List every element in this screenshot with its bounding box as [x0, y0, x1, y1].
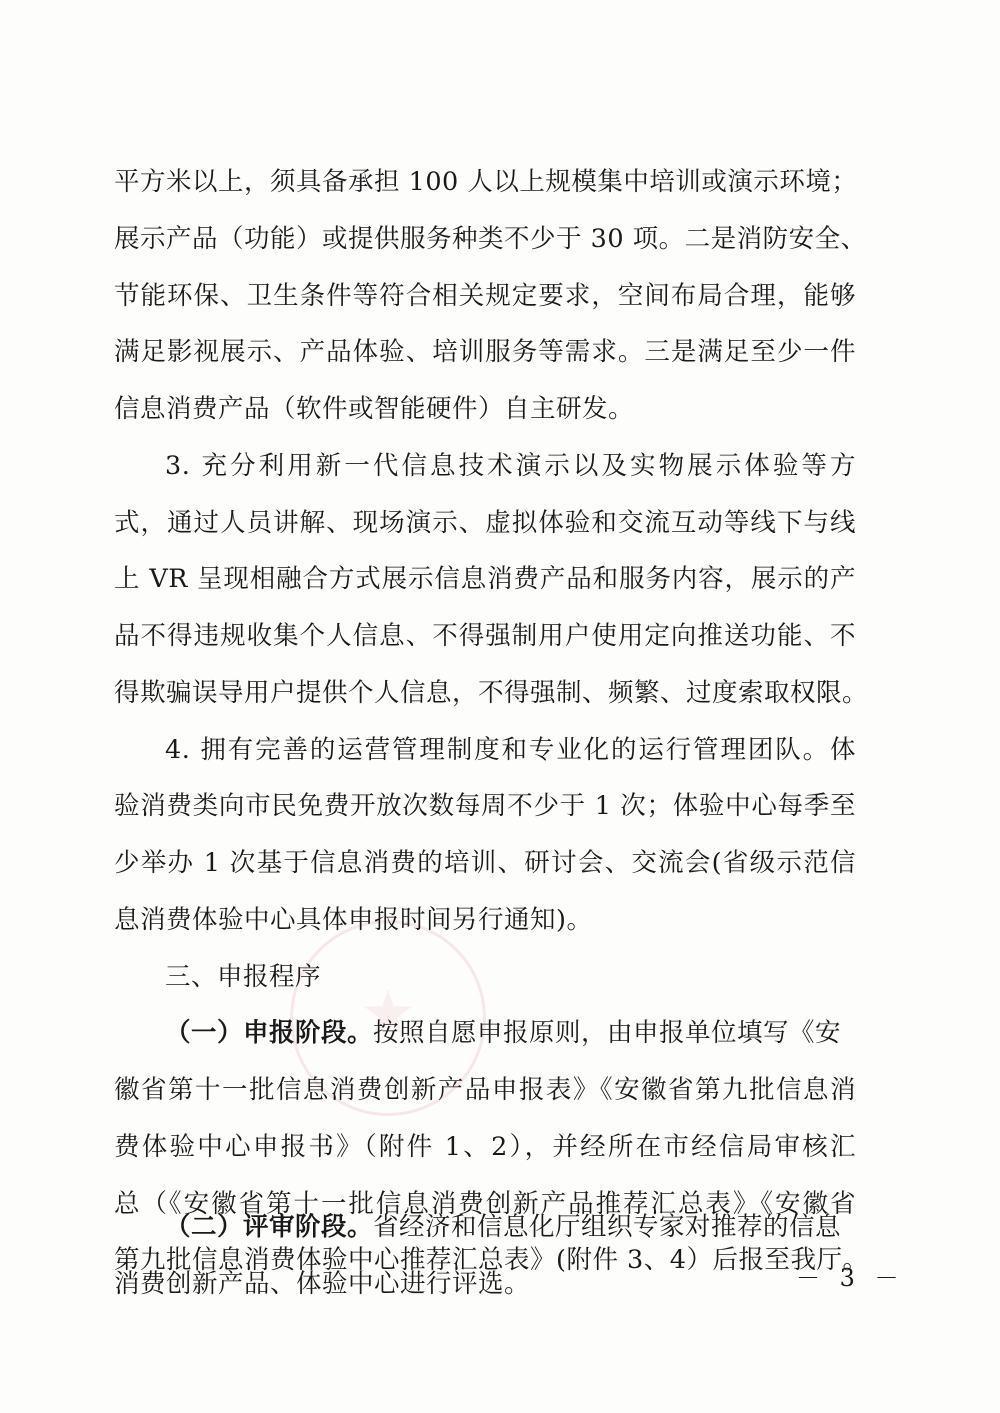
paragraph-line: 少举办 1 次基于信息消费的培训、研讨会、交流会(省级示范信	[114, 848, 856, 878]
paragraph-line: 满足影视展示、产品体验、培训服务等需求。三是满足至少一件	[114, 337, 856, 367]
bold-subheading: （二）评审阶段。	[165, 1212, 374, 1242]
paragraph-line: 展示产品（功能）或提供服务种类不少于 30 项。二是消防安全、	[114, 224, 867, 254]
paragraph-line: 总（《安徽省第十一批信息消费创新产品推荐汇总表》《安徽省	[114, 1189, 856, 1219]
paragraph-line	[165, 1013, 841, 1053]
paragraph-line: 验消费类向市民免费开放次数每周不少于 1 次；体验中心每季至	[114, 791, 856, 821]
paragraph-line: 品不得违规收集个人信息、不得强制用户使用定向推送功能、不	[114, 621, 856, 651]
paragraph-line: 式，通过人员讲解、现场演示、虚拟体验和交流互动等线下与线	[114, 508, 856, 538]
paragraph-text: 按照自愿申报原则，由申报单位填写《安	[373, 1018, 842, 1048]
bold-subheading: （一）申报阶段。	[165, 1018, 374, 1048]
paragraph-line: 节能环保、卫生条件等符合相关规定要求，空间布局合理，能够	[114, 281, 856, 311]
paragraph-line: 徽省第十一批信息消费创新产品申报表》《安徽省第九批信息消	[114, 1075, 856, 1105]
paragraph-line: 得欺骗误导用户提供个人信息，不得强制、频繁、过度索取权限。	[114, 678, 869, 708]
paragraph-line	[165, 1207, 841, 1247]
paragraph-text: 省经济和信息化厅组织专家对推荐的信息	[373, 1212, 842, 1242]
paragraph-line: 3. 充分利用新一代信息技术演示以及实物展示体验等方	[165, 451, 856, 481]
paragraph-line: 消费创新产品、体验中心进行评选。	[114, 1269, 531, 1299]
section-heading: 三、申报程序	[165, 962, 322, 992]
paragraph-line: 费体验中心申报书》（附件 1、2），并经所在市经信局审核汇	[114, 1132, 856, 1162]
paragraph-line: 4. 拥有完善的运营管理制度和专业化的运行管理团队。体	[165, 735, 856, 765]
page-number: － 3 －	[796, 1264, 905, 1292]
paragraph-line: 上 VR 呈现相融合方式展示信息消费产品和服务内容，展示的产	[114, 564, 856, 594]
paragraph-line: 平方米以上，须具备承担 100 人以上规模集中培训或演示环境；	[114, 167, 858, 197]
paragraph-line: 信息消费产品（软件或智能硬件）自主研发。	[114, 394, 635, 424]
paragraph-line: 第九批信息消费体验中心推荐汇总表》(附件 3、4）后报至我厅。	[114, 1245, 869, 1275]
paragraph-line: 息消费体验中心具体申报时间另行通知)。	[114, 905, 593, 935]
